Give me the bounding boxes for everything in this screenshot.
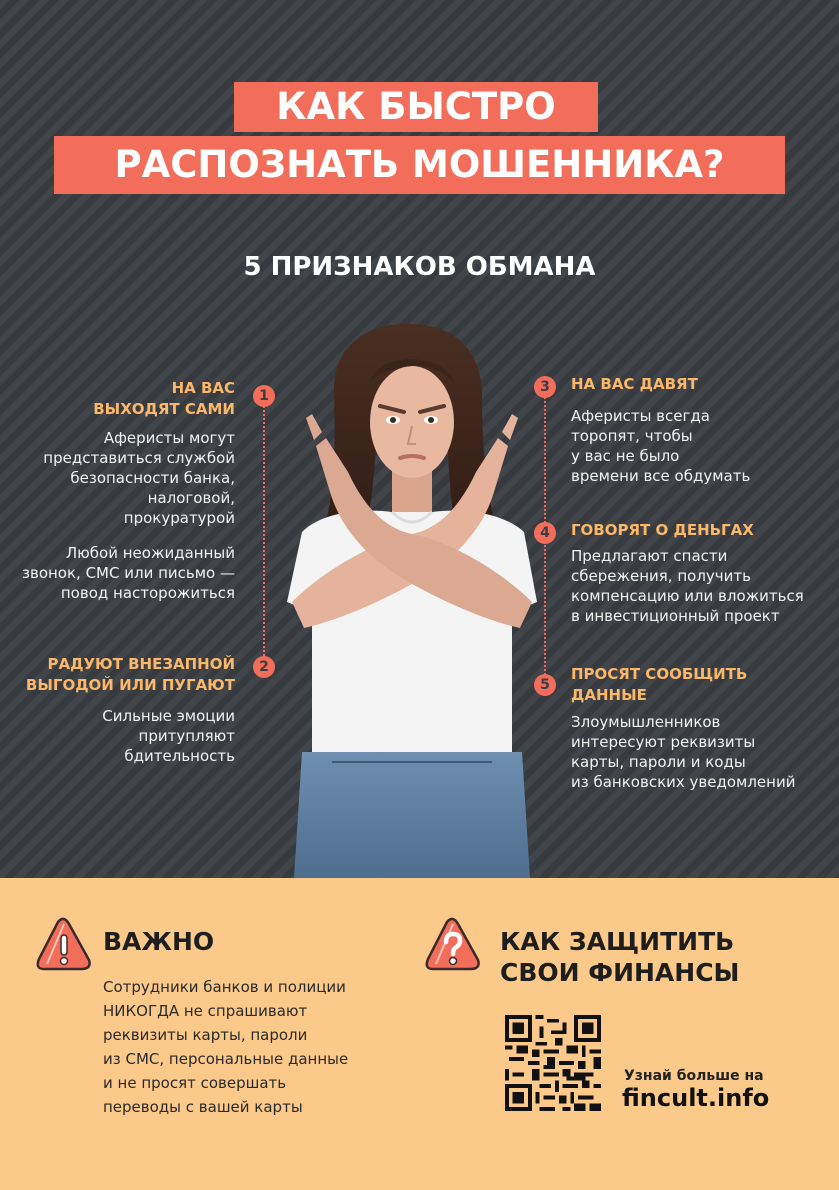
sign-number-5: 5 [534,674,556,696]
sign-2-title: РАДУЮТ ВНЕЗАПНОЙ ВЫГОДОЙ ИЛИ ПУГАЮТ [25,655,235,694]
sign-2-text: Сильные эмоции притупляют бдительность [102,707,235,765]
title-line-2: РАСПОЗНАТЬ МОШЕННИКА? [54,136,785,194]
sign-1-title: НА ВАС ВЫХОДЯТ САМИ [93,379,235,418]
learn-more-label: Узнай больше на [624,1068,764,1084]
qr-code[interactable] [505,1015,601,1111]
title-line-1: КАК БЫСТРО [234,82,598,132]
sign-1-text-2: Любой неожиданный звонок, СМС или письмо — повод насторожиться [22,544,235,602]
website-link[interactable]: fincult.info [622,1084,770,1112]
sign-1-text-1: Аферисты могут представиться службой безопасности банка, налоговой, прокуратурой [43,429,235,527]
exclamation-warning-icon [34,916,92,972]
sign-4-text: Предлагают спасти сбережения, получить компенсацию или вложиться в инвестиционный проект [571,547,804,625]
sign-number-3: 3 [534,376,556,398]
question-warning-icon [423,916,481,972]
sign-3-title: НА ВАС ДАВЯТ [571,375,698,393]
sign-4-title: ГОВОРЯТ О ДЕНЬГАХ [571,521,754,539]
important-title: ВАЖНО [103,927,215,956]
important-text: Сотрудники банков и полиции НИКОГДА не спрашивают реквизиты карты, пароли из СМС, персональные данные и не просят совершать переводы с вашей карты [103,978,349,1116]
sign-number-1: 1 [253,385,275,407]
sign-number-4: 4 [534,522,556,544]
woman-crossing-arms-illustration [262,322,562,878]
subtitle: 5 ПРИЗНАКОВ ОБМАНА [243,252,596,282]
protect-title: КАК ЗАЩИТИТЬ СВОИ ФИНАНСЫ [500,927,740,987]
sign-5-title: ПРОСЯТ СООБЩИТЬ ДАННЫЕ [571,665,748,704]
sign-number-2: 2 [253,656,275,678]
sign-5-text: Злоумышленников интересуют реквизиты карты, пароли и коды из банковских уведомлений [571,713,796,791]
timeline-line-left [263,406,265,656]
sign-3-text: Аферисты всегда торопят, чтобы у вас не было времени все обдумать [571,407,751,485]
